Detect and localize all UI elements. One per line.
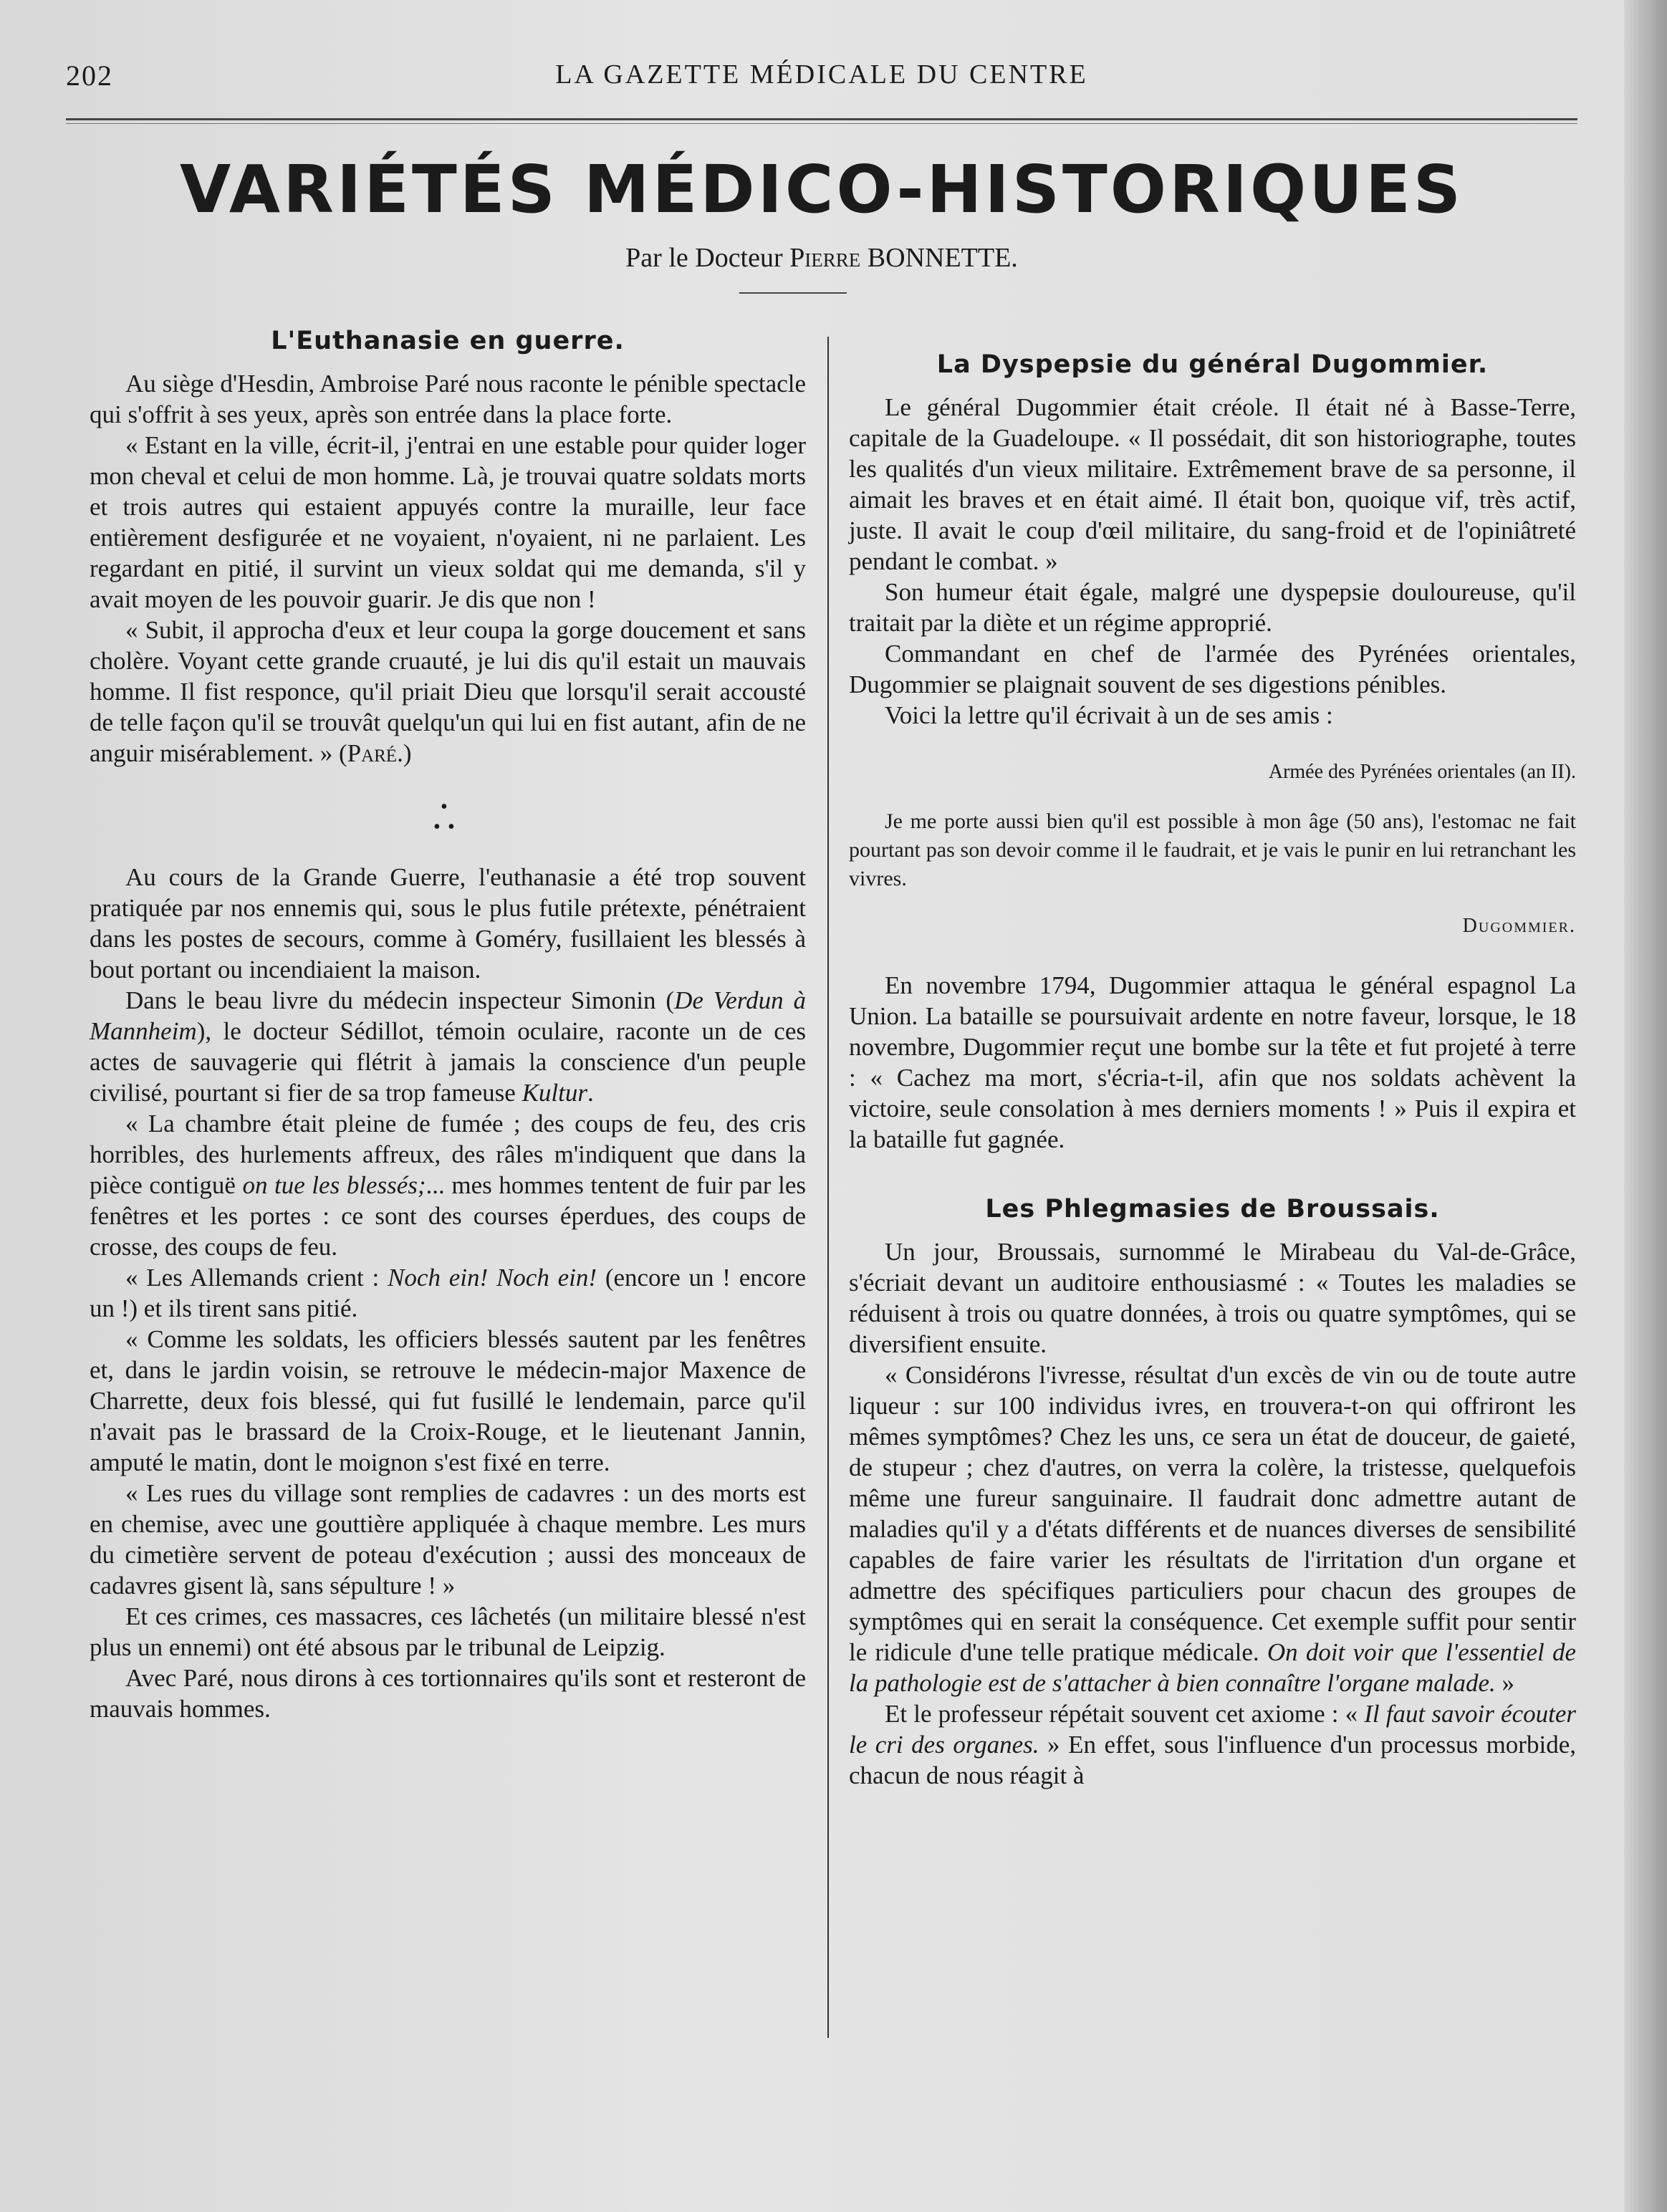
column-divider xyxy=(827,337,829,2038)
text-run: » xyxy=(1495,1669,1515,1697)
italic-run: Noch ein! Noch ein! xyxy=(388,1264,597,1292)
paragraph: Un jour, Broussais, surnommé le Mirabeau du Val-de-Grâce, s'écriait devant un auditoire enthousiasmé : « Toutes les maladies se réduisent à trois ou quatre données, à trois ou quatre symptômes, qui se diversifient ensuite. xyxy=(849,1238,1576,1358)
paragraph xyxy=(90,1262,806,1324)
paragraph xyxy=(90,615,806,769)
letter-signature: Dugommier. xyxy=(1462,915,1576,937)
page-edge-shadow xyxy=(1624,0,1667,2212)
section-heading-dyspepsie: La Dyspepsie du général Dugommier. xyxy=(936,350,1489,379)
text-run: (encore un ! encore un !) et ils tirent sans pitié. xyxy=(90,1264,807,1322)
letter-heading: Armée des Pyrénées orientales (an II). xyxy=(1268,761,1576,783)
paragraph xyxy=(849,1698,1576,1791)
journal-title: LA GAZETTE MÉDICALE DU CENTRE xyxy=(555,59,1088,90)
text-run: « Les Allemands crient : xyxy=(125,1264,388,1292)
paragraph: Commandant en chef de l'armée des Pyrénées orientales, Dugommier se plaignait souvent de ses digestions pénibles. xyxy=(849,640,1576,698)
page-number: 202 xyxy=(66,59,113,92)
paragraph: Son humeur était égale, malgré une dyspepsie douloureuse, qu'il traitait par la diète et un régime approprié. xyxy=(849,578,1576,637)
book-title: De Verdun à Mannheim xyxy=(90,986,806,1045)
text-run: Et le professeur répétait souvent cet axiome : « xyxy=(885,1700,1365,1728)
article-title: VARIÉTÉS MÉDICO-HISTORIQUES xyxy=(179,151,1464,228)
quote-text: « Subit, il approcha d'eux et leur coupa la gorge doucement et sans cholère. Voyant cette grande cruauté, je lui dis qu'il estait un mauvais homme. Il fist responce, qu'il priait Dieu que lorsqu'il serait accousté de telle façon qu'il se trouvât quelqu'un qui lui en fist autant, afin de ne anguir misérablement. » ( xyxy=(90,616,806,767)
text-run: ... mes hommes tentent de fuir par les fenêtres et les portes : ce sont des courses éperdues, des coups de crosse, des coups de feu. xyxy=(90,1171,806,1261)
left-column xyxy=(90,326,806,1724)
paragraph: Au siège d'Hesdin, Ambroise Paré nous raconte le pénible spectacle qui s'offrit à ses yeux, après son entrée dans la place forte. xyxy=(90,370,806,428)
text-run: . xyxy=(587,1079,594,1107)
header-rule xyxy=(66,118,1577,120)
letter-body: Je me porte aussi bien qu'il est possible à mon âge (50 ans), l'estomac ne fait pourtant pas son devoir comme il le faudrait, et je vais le punir en lui retranchant les vivres. xyxy=(849,809,1576,890)
kultur-word: Kultur xyxy=(522,1079,587,1107)
separator-dot: • xyxy=(448,816,455,838)
text-run: ), le docteur Sédillot, témoin oculaire, raconte un de ces actes de sauvagerie qui flétrit à jamais la conscience d'un peuple civilisé, pourtant si fier de sa trop fameuse xyxy=(90,1017,806,1107)
header-rule-thin xyxy=(66,123,1577,124)
paragraph: « Les rues du village sont remplies de cadavres : un des morts est en chemise, avec une gouttière appliquée à chaque membre. Les murs du cimetière servent de poteau d'exécution ; aussi des monceaux de cadavres gisent là, sans sépulture ! » xyxy=(90,1479,806,1600)
paragraph: Au cours de la Grande Guerre, l'euthanasie a été trop souvent pratiquée par nos ennemis qui, sous le plus futile prétexte, pénétraient dans les postes de secours, comme à Goméry, fusillaient les blessés à bout portant ou incendiaient la maison. xyxy=(90,863,806,984)
running-head xyxy=(66,59,1577,102)
right-column xyxy=(849,350,1576,1791)
paragraph: Avec Paré, nous dirons à ces tortionnaires qu'ils sont et resteront de mauvais hommes. xyxy=(90,1664,806,1723)
paragraph: Voici la lettre qu'il écrivait à un de ses amis : xyxy=(885,701,1333,729)
separator-dot: • xyxy=(441,796,448,818)
byline-first-name: Pierre xyxy=(789,243,861,273)
italic-run: on tue les blessés; xyxy=(242,1171,426,1199)
text-run: » En effet, sous l'influence d'un processus morbide, chacun de nous réagit à xyxy=(849,1731,1576,1789)
section-heading-broussais: Les Phlegmasies de Broussais. xyxy=(985,1195,1440,1223)
paragraph xyxy=(90,985,806,1108)
paragraph xyxy=(90,1108,806,1262)
byline-prefix: Par le Docteur xyxy=(625,243,783,273)
italic-run: Il faut savoir écouter le cri des organes. xyxy=(849,1700,1576,1759)
paragraph xyxy=(849,1360,1576,1698)
byline-rule xyxy=(739,292,847,294)
quote-author: Paré xyxy=(347,739,398,767)
separator-dot: • xyxy=(433,816,441,838)
byline-last-name: BONNETTE. xyxy=(867,243,1018,273)
quote-end: .) xyxy=(397,739,412,767)
paragraph: Et ces crimes, ces massacres, ces lâchetés (un militaire blessé n'est plus un ennemi) ont été absous par le tribunal de Leipzig. xyxy=(90,1602,806,1661)
paragraph: Le général Dugommier était créole. Il était né à Basse-Terre, capitale de la Guadeloupe. « Il possédait, dit son historiographe, toutes les qualités d'un vieux militaire. Extrêmement brave de sa personne, il aimait les braves et en était aimé. Il était bon, quoique vif, très actif, juste. Il avait le coup d'œil militaire, du sang-froid et de l'opiniâtreté pendant le combat. » xyxy=(849,393,1576,575)
section-separator xyxy=(90,769,806,862)
section-spacer xyxy=(849,1155,1576,1194)
byline xyxy=(66,242,1577,274)
text-run: « La chambre était pleine de fumée ; des coups de feu, des cris horribles, des hurlements affreux, des râles m'indiquent que dans la pièce contiguë xyxy=(90,1110,806,1199)
text-run: Dans le beau livre du médecin inspecteur Simonin ( xyxy=(125,986,675,1014)
paragraph: « Estant en la ville, écrit-il, j'entrai en une estable pour quider loger mon cheval et celui de mon homme. Là, je trouvai quatre soldats morts et trois autres qui estaient appuyés contre la muraille, leur face entièrement desfigurée et ne voyaient, n'oyaient, ni ne parlaient. Les regardant en pitié, il survint un vieux soldat qui me demanda, s'il y avait moyen de les pouvoir guarir. Je dis que non ! xyxy=(90,431,806,613)
paragraph: En novembre 1794, Dugommier attaqua le général espagnol La Union. La bataille se poursuivait ardente en notre faveur, lorsque, le 18 novembre, Dugommier reçut une bombe sur la tête et fut projeté à terre : « Cachez ma mort, s'écria-t-il, afin que nos soldats achèvent la victoire, seule consolation à mes derniers moments ! » Puis il expira et la bataille fut gagnée. xyxy=(849,971,1576,1153)
text-run: « Considérons l'ivresse, résultat d'un excès de vin ou de toute autre liqueur : sur 100 individus ivres, en trouvera-t-on qui offriront les mêmes symptômes? Chez les uns, ce sera un état de douceur, de gaieté, de stupeur ; chez d'autres, on verra la colère, la tristesse, quelquefois même une fureur sanguinaire. Il faudrait donc admettre autant de maladies qu'il y a d'états différents et de nuances diverses de sensibilité capables de faire varier les résultats de l'irritation d'un organe et admettre des spécifiques particuliers pour chacun des groupes de symptômes qui en serait la conséquence. Cet exemple suffit pour sentir le ridicule d'une telle pratique médicale. xyxy=(849,1361,1576,1666)
section-heading-euthanasie: L'Euthanasie en guerre. xyxy=(271,327,625,355)
paragraph: « Comme les soldats, les officiers blessés sautent par les fenêtres et, dans le jardin voisin, se retrouve le médecin-major Maxence de Charrette, deux fois blessé, qui fut fusillé le lendemain, parce qu'il n'avait pas le brassard de la Croix-Rouge, et le lieutenant Jannin, amputé le matin, dont le moignon s'est fixé en terre. xyxy=(90,1325,806,1476)
italic-run: On doit voir que l'essentiel de la pathologie est de s'attacher à bien connaître l'organe malade. xyxy=(849,1638,1576,1697)
